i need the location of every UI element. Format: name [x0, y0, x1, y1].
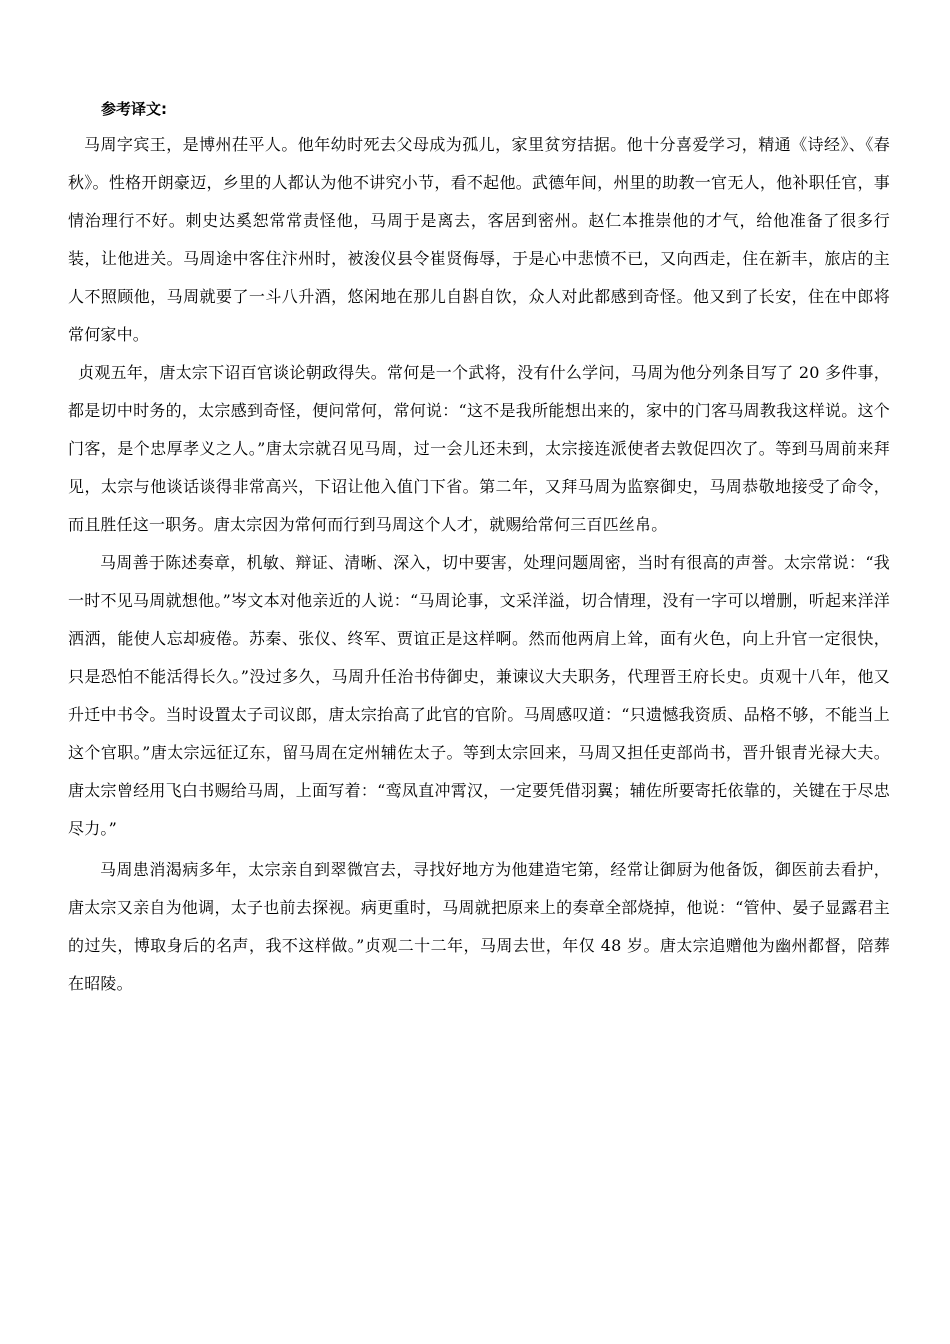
paragraph-2: 贞观五年，唐太宗下诏百官谈论朝政得失。常何是一个武将，没有什么学问，马周为他分列条目写了 20 多件事，都是切中时务的，太宗感到奇怪，便问常何，常何说：“这不是我所能想出来的，家中的门客马周教我这样说。这个门客，是个忠厚孝义之人。”唐太宗就召见马周，过一会儿还未到，太宗接连派使者去敦促四次了。等到马周前来拜见，太宗与他谈话谈得非常高兴，下诏让他入值门下省。第二年，又拜马周为监察御史，马周恭敬地接受了命令，而且胜任这一职务。唐太宗因为常何而行到马周这个人才，就赐给常何三百匹丝帛。: [68, 363, 890, 534]
paragraph-4: 马周患消渴病多年，太宗亲自到翠微宫去，寻找好地方为他建造宅第，经常让御厨为他备饭，御医前去看护，唐太宗又亲自为他调，太子也前去探视。病更重时，马周就把原来上的奏章全部烧掉，他说：“管仲、晏子显露君主的过失，博取身后的名声，我不这样做。”贞观二十二年，马周去世，年仅 48 岁。唐太宗追赠他为幽州都督，陪葬在昭陵。: [68, 860, 890, 993]
paragraph-1: 马周字宾王，是博州茌平人。他年幼时死去父母成为孤儿，家里贫穷拮据。他十分喜爱学习，精通《诗经》、《春秋》。性格开朗豪迈，乡里的人都认为他不讲究小节，看不起他。武德年间，州里的助教一官无人，他补职任官，事情治理行不好。刺史达奚恕常常责怪他，马周于是离去，客居到密州。赵仁本推崇他的才气，给他准备了很多行装，让他进关。马周途中客住汴州时，被浚仪县令崔贤侮辱，于是心中悲愤不已，又向西走，住在新丰，旅店的主人不照顾他，马周就要了一斗八升酒，悠闲地在那儿自斟自饮，众人对此都感到奇怪。他又到了长安，住在中郎将常何家中。: [68, 135, 890, 344]
document-body: [68, 98, 890, 1003]
section-heading: 参考译文:: [101, 100, 167, 118]
paragraph-3: 马周善于陈述奏章，机敏、辩证、清晰、深入，切中要害，处理问题周密，当时有很高的声誉。太宗常说：“我一时不见马周就想他。”岑文本对他亲近的人说：“马周论事，文采洋溢，切合情理，没有一字可以增删，听起来洋洋洒洒，能使人忘却疲倦。苏秦、张仪、终军、贾谊正是这样啊。然而他两肩上耸，面有火色，向上升官一定很快，只是恐怕不能活得长久。”没过多久，马周升任治书侍御史，兼谏议大夫职务，代理晋王府长史。贞观十八年，他又升迁中书令。当时设置太子司议郎，唐太宗抬高了此官的官阶。马周感叹道：“只遗憾我资质、品格不够，不能当上这个官职。”唐太宗远征辽东，留马周在定州辅佐太子。等到太宗回来，马周又担任吏部尚书，晋升银青光禄大夫。唐太宗曾经用飞白书赐给马周，上面写着：“鸾凤直冲霄汉，一定要凭借羽翼；辅佐所要寄托依靠的，关键在于尽忠尽力。”: [68, 553, 890, 838]
